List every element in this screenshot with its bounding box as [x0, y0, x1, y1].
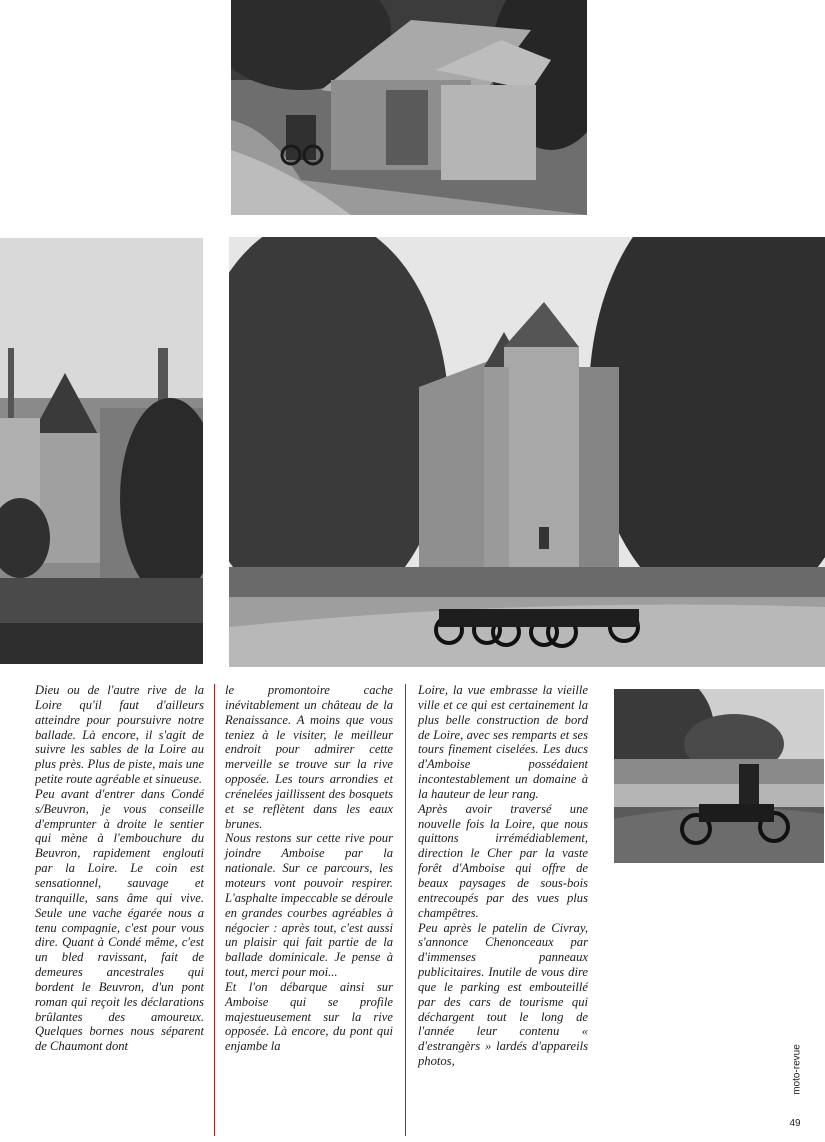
column-rule [405, 684, 406, 1136]
page-number: 49 [789, 1118, 801, 1129]
article-column-3 [418, 683, 588, 1069]
riverside-rider-photo [614, 689, 824, 863]
barn-motorcycle-photo [231, 0, 587, 215]
article-paragraph: Et l'on débarque ainsi sur Amboise qui se profile majestueusement sur la rive opposée. Là encore, du pont qui enjambe la [225, 979, 393, 1054]
chateau-motorcycles-photo [229, 237, 825, 667]
magazine-name: moto-revue [791, 1044, 803, 1095]
article-paragraph: Peu après le patelin de Civray, s'annonce Chenonceaux par d'immenses panneaux publicitaires. Inutile de vous dire que le parking est embouteillé par des cars de tourisme qui déchargent tout le long de l'année leur contenu « d'estrangèrs » lardés d'appareils photos, [418, 920, 588, 1069]
article-column-1 [35, 683, 204, 1054]
article-paragraph: le promontoire cache inévitablement un château de la Renaissance. A moins que vous teniez à le visiter, le meilleur endroit pour admirer cette merveille se trouve sur la rive opposée. Les tours arrondies et crénelées jaillissent des bosquets et se reflètent dans les eaux brunes. [225, 683, 393, 831]
chateau-towers-photo [0, 238, 203, 664]
column-rule [214, 684, 215, 1136]
article-paragraph: Nous restons sur cette rive pour joindre Amboise par la nationale. Sur ce parcours, les moteurs vont pouvoir respirer. L'asphalte impeccable se déroule en grandes courbes agréables à négocier : après tout, c'est aussi un plaisir qui fait partie de la ballade dominicale. Je pense à tout, merci pour moi... [225, 831, 393, 980]
article-paragraph: Loire, la vue embrasse la vieille ville et ce qui est certainement la plus belle construction de bord de Loire, avec ses remparts et ses tours finement ciselées. Les ducs d'Amboise possédaient incontestablement un domaine à la hauteur de leur rang. [418, 683, 588, 801]
article-paragraph: Après avoir traversé une nouvelle fois la Loire, que nous quittons irrémédiablement, direction le Cher par la vaste forêt d'Amboise qui offre de beaux paysages de sous-bois entrecoupés par des vues plus champêtres. [418, 801, 588, 920]
article-column-2 [225, 683, 393, 1054]
article-paragraph: Dieu ou de l'autre rive de la Loire qu'il faut d'ailleurs atteindre pour poursuivre notre ballade. Là encore, il s'agit de suivre les sables de la Loire au plus près. Plus de piste, mais une petite route agréable et sinueuse. [35, 683, 204, 787]
article-paragraph: Peu avant d'entrer dans Condé s/Beuvron, je vous conseille d'emprunter à droite le sentier qui mène à l'embouchure du Beuvron, rapidement englouti par la Loire. Le coin est sensationnel, sauvage et tranquille, sans âme qui vive. Seule une vache égarée nous a tenu compagnie, c'est pour vous dire. Quant à Condé même, c'est un bled ravissant, fait de demeures ancestrales qui bordent le Beuvron, d'un pont roman qui reçoit les déclarations brûlantes des amoureux. Quelques bornes nous séparent de Chaumont dont [35, 786, 204, 1054]
page-footer [783, 1040, 807, 1140]
